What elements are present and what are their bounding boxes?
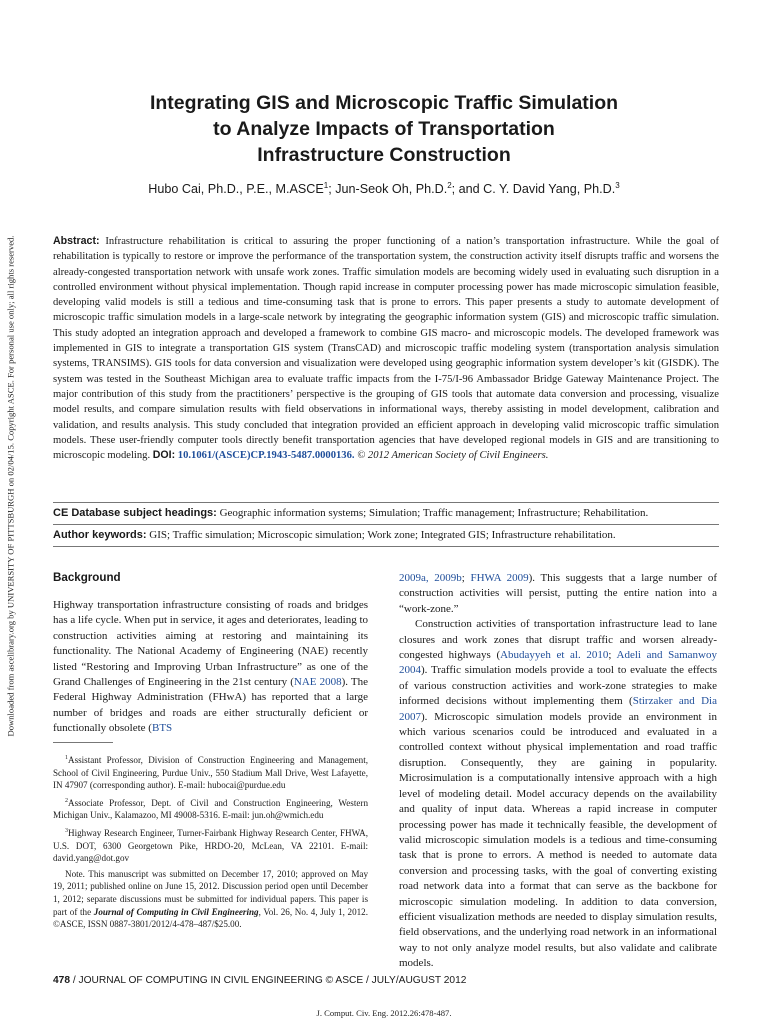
footnote-3-text: Highway Research Engineer, Turner-Fairbank Highway Research Center, FHWA, U.S. DOT, 6300 Georgetown Pike, HRDO-20, McLean, VA 22101. E-mail: david.yang@dot.gov bbox=[53, 828, 368, 864]
subject-headings bbox=[53, 507, 719, 519]
citation-stirzaker-2007[interactable]: Stirzaker and Dia 2007 bbox=[399, 695, 717, 723]
right-paragraph-2 bbox=[399, 617, 717, 971]
paper-title bbox=[60, 90, 708, 168]
abstract-text: Infrastructure rehabilitation is critical to assuring the proper functioning of a nation’s transportation infrastructure. While the goal of rehabilitation is typically to restore or improve the performance of the transportation system, the construction activity itself disrupts traffic and worsens the already-congested transportation network with unsafe work zones. Traffic simulation models are becoming widely used in evaluating such disruption in a controlled environment without physical implementation. Though rapid increase in computer processing power has made microscopic simulation feasible, developing valid models is still a tedious and time-consuming task that is prone to errors. This paper presents a study to automate development of microscopic traffic simulation models in a large-scale network by integrating the geographic information system (GIS) and microscopic traffic simulation. This study adopted an integration approach and developed a framework to combine GIS macro- and microscopic models. The developed framework was implemented in GIS to integrate a transportation GIS system (TransCAD) and microscopic traffic modeling system (transportation analysis simulation systems, TRANSIMS). GIS tools for data conversion and visualization were developed using geographic information system developer’s kit (GISDK). The system was tested in the Southeast Michigan area to evaluate traffic impacts from the I-75/I-96 Ambassador Bridge Gateway Maintenance Project. The major contribution of this study from the practitioners’ perspective is the grouping of GIS tools that automate data conversion and processing, visualize model results, and compare simulation results with field observations in informational ways, thereby assisting in model development, calibration and validation, and results analysis. This study concluded that integration provided an efficient approach in developing valid microscopic traffic simulation models. These user-friendly computer tools directly benefit transportation agencies that have developed regional models in GIS and are transitioning to microscopic modeling. bbox=[53, 236, 719, 462]
author-1-affiliation-mark: 1 bbox=[323, 181, 329, 190]
background-text-1: Highway transportation infrastructure consisting of roads and bridges has a life cycle. When put in service, it ages and deteriorates, leading to construction activities aiming at restoring and maintaining its functionality. The National Academy of Engineering (NAE) recently listed “Restoring and Improving Urban Infrastructure” as one of the Grand Challenges of Engineering in the 21st century ( bbox=[53, 599, 369, 689]
footnote-3 bbox=[53, 825, 368, 865]
doi-link[interactable]: 10.1061/(ASCE)CP.1943-5487.0000136. bbox=[177, 450, 355, 462]
right-paragraph-1 bbox=[399, 571, 717, 617]
manuscript-note-text-2: , Vol. 26, No. 4, July 1, 2012. ©ASCE, ISSN 0887-3801/2012/4-478–487/$25.00. bbox=[53, 906, 368, 930]
footnote-2-text: Associate Professor, Dept. of Civil and Construction Engineering, Western Michigan Univ., Kalamazoo, MI 49008-5316. E-mail: jun.oh@wmich.edu bbox=[53, 797, 368, 821]
page-footer bbox=[53, 975, 466, 986]
doi-label: DOI: bbox=[152, 449, 176, 462]
citation-abudayyeh-2010[interactable]: Abudayyeh et al. 2010 bbox=[500, 649, 609, 662]
divider-top bbox=[53, 502, 719, 503]
footnote-separator bbox=[53, 742, 113, 743]
background-paragraph bbox=[53, 598, 368, 737]
citation-bts[interactable]: BTS bbox=[151, 722, 173, 735]
subject-headings-text: Geographic information systems; Simulation; Traffic management; Infrastructure; Rehabilitation. bbox=[216, 507, 649, 519]
footnote-2 bbox=[53, 795, 368, 822]
citation-bts-2009[interactable]: 2009a, 2009b bbox=[399, 572, 462, 584]
author-list bbox=[60, 181, 708, 196]
right-text-3: ). Traffic simulation models provide a tool to evaluate the effects of various construction activities and work-zone strategies to make informed decisions without implementing them ( bbox=[399, 664, 717, 708]
citation-nae-2008[interactable]: NAE 2008 bbox=[293, 676, 342, 689]
author-3-affiliation-mark: 3 bbox=[615, 181, 620, 190]
copyright-notice: © 2012 American Society of Civil Engineers. bbox=[354, 450, 549, 462]
author-1: Hubo Cai, Ph.D., P.E., M.ASCE bbox=[148, 182, 324, 197]
citation-footer: J. Comput. Civ. Eng. 2012.26:478-487. bbox=[316, 1008, 452, 1018]
footnote-1-text: Assistant Professor, Division of Construction Engineering and Management, School of Civil Engineering, Purdue Univ., 550 Stadium Mall Drive, West Lafayette, IN 47907 (corresponding author). E-mail: hubocai@purdue.edu bbox=[53, 755, 368, 791]
right-column bbox=[399, 571, 717, 972]
author-keywords bbox=[53, 529, 719, 541]
citation-fhwa-2009[interactable]: FHWA 2009 bbox=[470, 572, 529, 584]
divider-bottom bbox=[53, 546, 719, 547]
manuscript-note bbox=[53, 868, 368, 931]
manuscript-note-text-1: Note. This manuscript was submitted on December 17, 2010; approved on May 19, 2011; published online on June 15, 2012. Discussion period open until December 1, 2012; separate discussions must be submitted for individual papers. This paper is part of the bbox=[53, 868, 368, 917]
title-line-3: Infrastructure Construction bbox=[257, 144, 511, 166]
citation-separator-2: ; bbox=[608, 649, 617, 662]
abstract-label: Abstract: bbox=[53, 235, 100, 247]
author-keywords-label: Author keywords: bbox=[53, 529, 147, 541]
footnote-3-mark: 3 bbox=[65, 828, 68, 835]
footnotes bbox=[53, 752, 368, 934]
author-keywords-text: GIS; Traffic simulation; Microscopic simulation; Work zone; Integrated GIS; Infrastructure rehabilitation. bbox=[146, 529, 616, 541]
download-watermark-text: Downloaded from ascelibrary.org by UNIVERSITY OF PITTSBURGH on 02/04/15. Copyright ASCE. For personal use only; all rights reserved. bbox=[5, 235, 15, 737]
journal-footer-text: / JOURNAL OF COMPUTING IN CIVIL ENGINEERING © ASCE / JULY/AUGUST 2012 bbox=[70, 975, 467, 986]
subject-headings-label: CE Database subject headings: bbox=[53, 507, 217, 519]
left-column bbox=[53, 571, 368, 737]
abstract bbox=[53, 234, 719, 463]
divider-middle bbox=[53, 524, 719, 525]
right-text-2: Construction activities of transportation infrastructure lead to lane closures and work zones that disrupt traffic and worsen already-congested highways ( bbox=[399, 618, 717, 662]
title-line-1: Integrating GIS and Microscopic Traffic Simulation bbox=[149, 92, 619, 114]
right-text-4: ). Microscopic simulation models provide an environment in which various scenarios could be introduced and evaluated in a controlled context without physical implementation and road traffic disruption. Consequently, they are gaining in popularity. Microsimulation is a computationally intensive approach with a high level of modeling detail. Model accuracy depends on the availability and quality of input data. Whereas a rapid increase in computer processing power has made it technically feasible, the development of valid microscopic simulation models is a tedious and time-consuming task that is prone to errors. A method is needed to automate data conversion and processing tasks, with the goal of converting existing road network data into a format that can serve as the backbone for microscopic simulation modeling. In addition to data conversion, efficient visualization methods are needed to display simulation results, field observations, and the underlying road network in an informational way to not only analyze model results, but also validate and calibrate models. bbox=[399, 710, 717, 970]
author-2: ; Jun-Seok Oh, Ph.D. bbox=[328, 182, 448, 197]
citation-adeli-2004[interactable]: Adeli and Samanwoy 2004 bbox=[399, 649, 717, 677]
citation-separator-1: ; bbox=[461, 572, 471, 584]
page-number: 478 bbox=[53, 975, 70, 986]
footnote-1-mark: 1 bbox=[65, 755, 68, 761]
footnote-1 bbox=[53, 752, 368, 792]
journal-name: Journal of Computing in Civil Engineering bbox=[93, 906, 259, 917]
footnote-2-mark: 2 bbox=[65, 797, 68, 804]
background-text-2: ). The Federal Highway Administration (FHwA) has reported that a large number of bridges and roads are either structurally deficient or functionally obsolete ( bbox=[53, 676, 368, 735]
download-watermark bbox=[4, 208, 16, 764]
author-3: ; and C. Y. David Yang, Ph.D. bbox=[451, 182, 616, 197]
title-line-2: to Analyze Impacts of Transportation bbox=[213, 118, 555, 140]
right-text-1: ). This suggests that a large number of construction activities will persist, putting the entire nation into a “work-zone.” bbox=[399, 572, 717, 615]
author-2-affiliation-mark: 2 bbox=[447, 181, 452, 190]
section-heading-background: Background bbox=[53, 571, 121, 584]
